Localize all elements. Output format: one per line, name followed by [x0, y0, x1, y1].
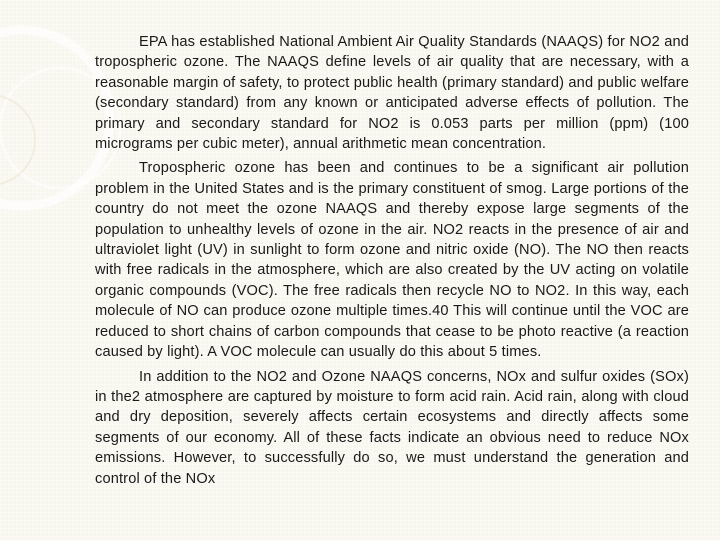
document-body — [95, 32, 689, 493]
paragraph-naaqs: EPA has established National Ambient Air Quality Standards (NAAQS) for NO2 and tropospheric ozone. The NAAQS define levels of air quality that are necessary, with a reasonable margin of safety, to protect public health (primary standard) and public welfare (secondary standard) from any known or anticipated adverse effects of pollution. The primary and secondary standard for NO2 is 0.053 parts per million (ppm) (100 micrograms per cubic meter), annual arithmetic mean concentration. — [95, 34, 689, 153]
decor-circle-outer — [0, 30, 110, 206]
paragraph-ozone: Tropospheric ozone has been and continues to be a significant air pollution problem in the United States and is the primary constituent of smog. Large portions of the country do not meet the ozone NAAQS and thereby expose large segments of the population to unhealthy levels of ozone in the air. NO2 reacts in the presence of air and ultraviolet light (UV) in sunlight to form ozone and nitric oxide (NO). The NO then reacts with free radicals in the atmosphere, which are also created by the UV acting on volatile organic compounds (VOC). The free radicals then recycle NO to NO2. In this way, each molecule of NO can produce ozone multiple times.40 This will continue until the VOC are reduced to short chains of carbon compounds that cease to be photo reactive (a reaction caused by light). A VOC molecule can usually do this about 5 times. — [95, 160, 689, 361]
paragraph-acid-rain: In addition to the NO2 and Ozone NAAQS concerns, NOx and sulfur oxides (SOx) in the2 atmosphere are captured by moisture to form acid rain. Acid rain, along with cloud and dry deposition, severely affects certain ecosystems and directly affects some segments of our economy. All of these facts indicate an obvious need to reduce NOx emissions. However, to successfully do so, we must understand the generation and control of the NOx — [95, 368, 689, 487]
decor-circle-small — [0, 95, 35, 185]
